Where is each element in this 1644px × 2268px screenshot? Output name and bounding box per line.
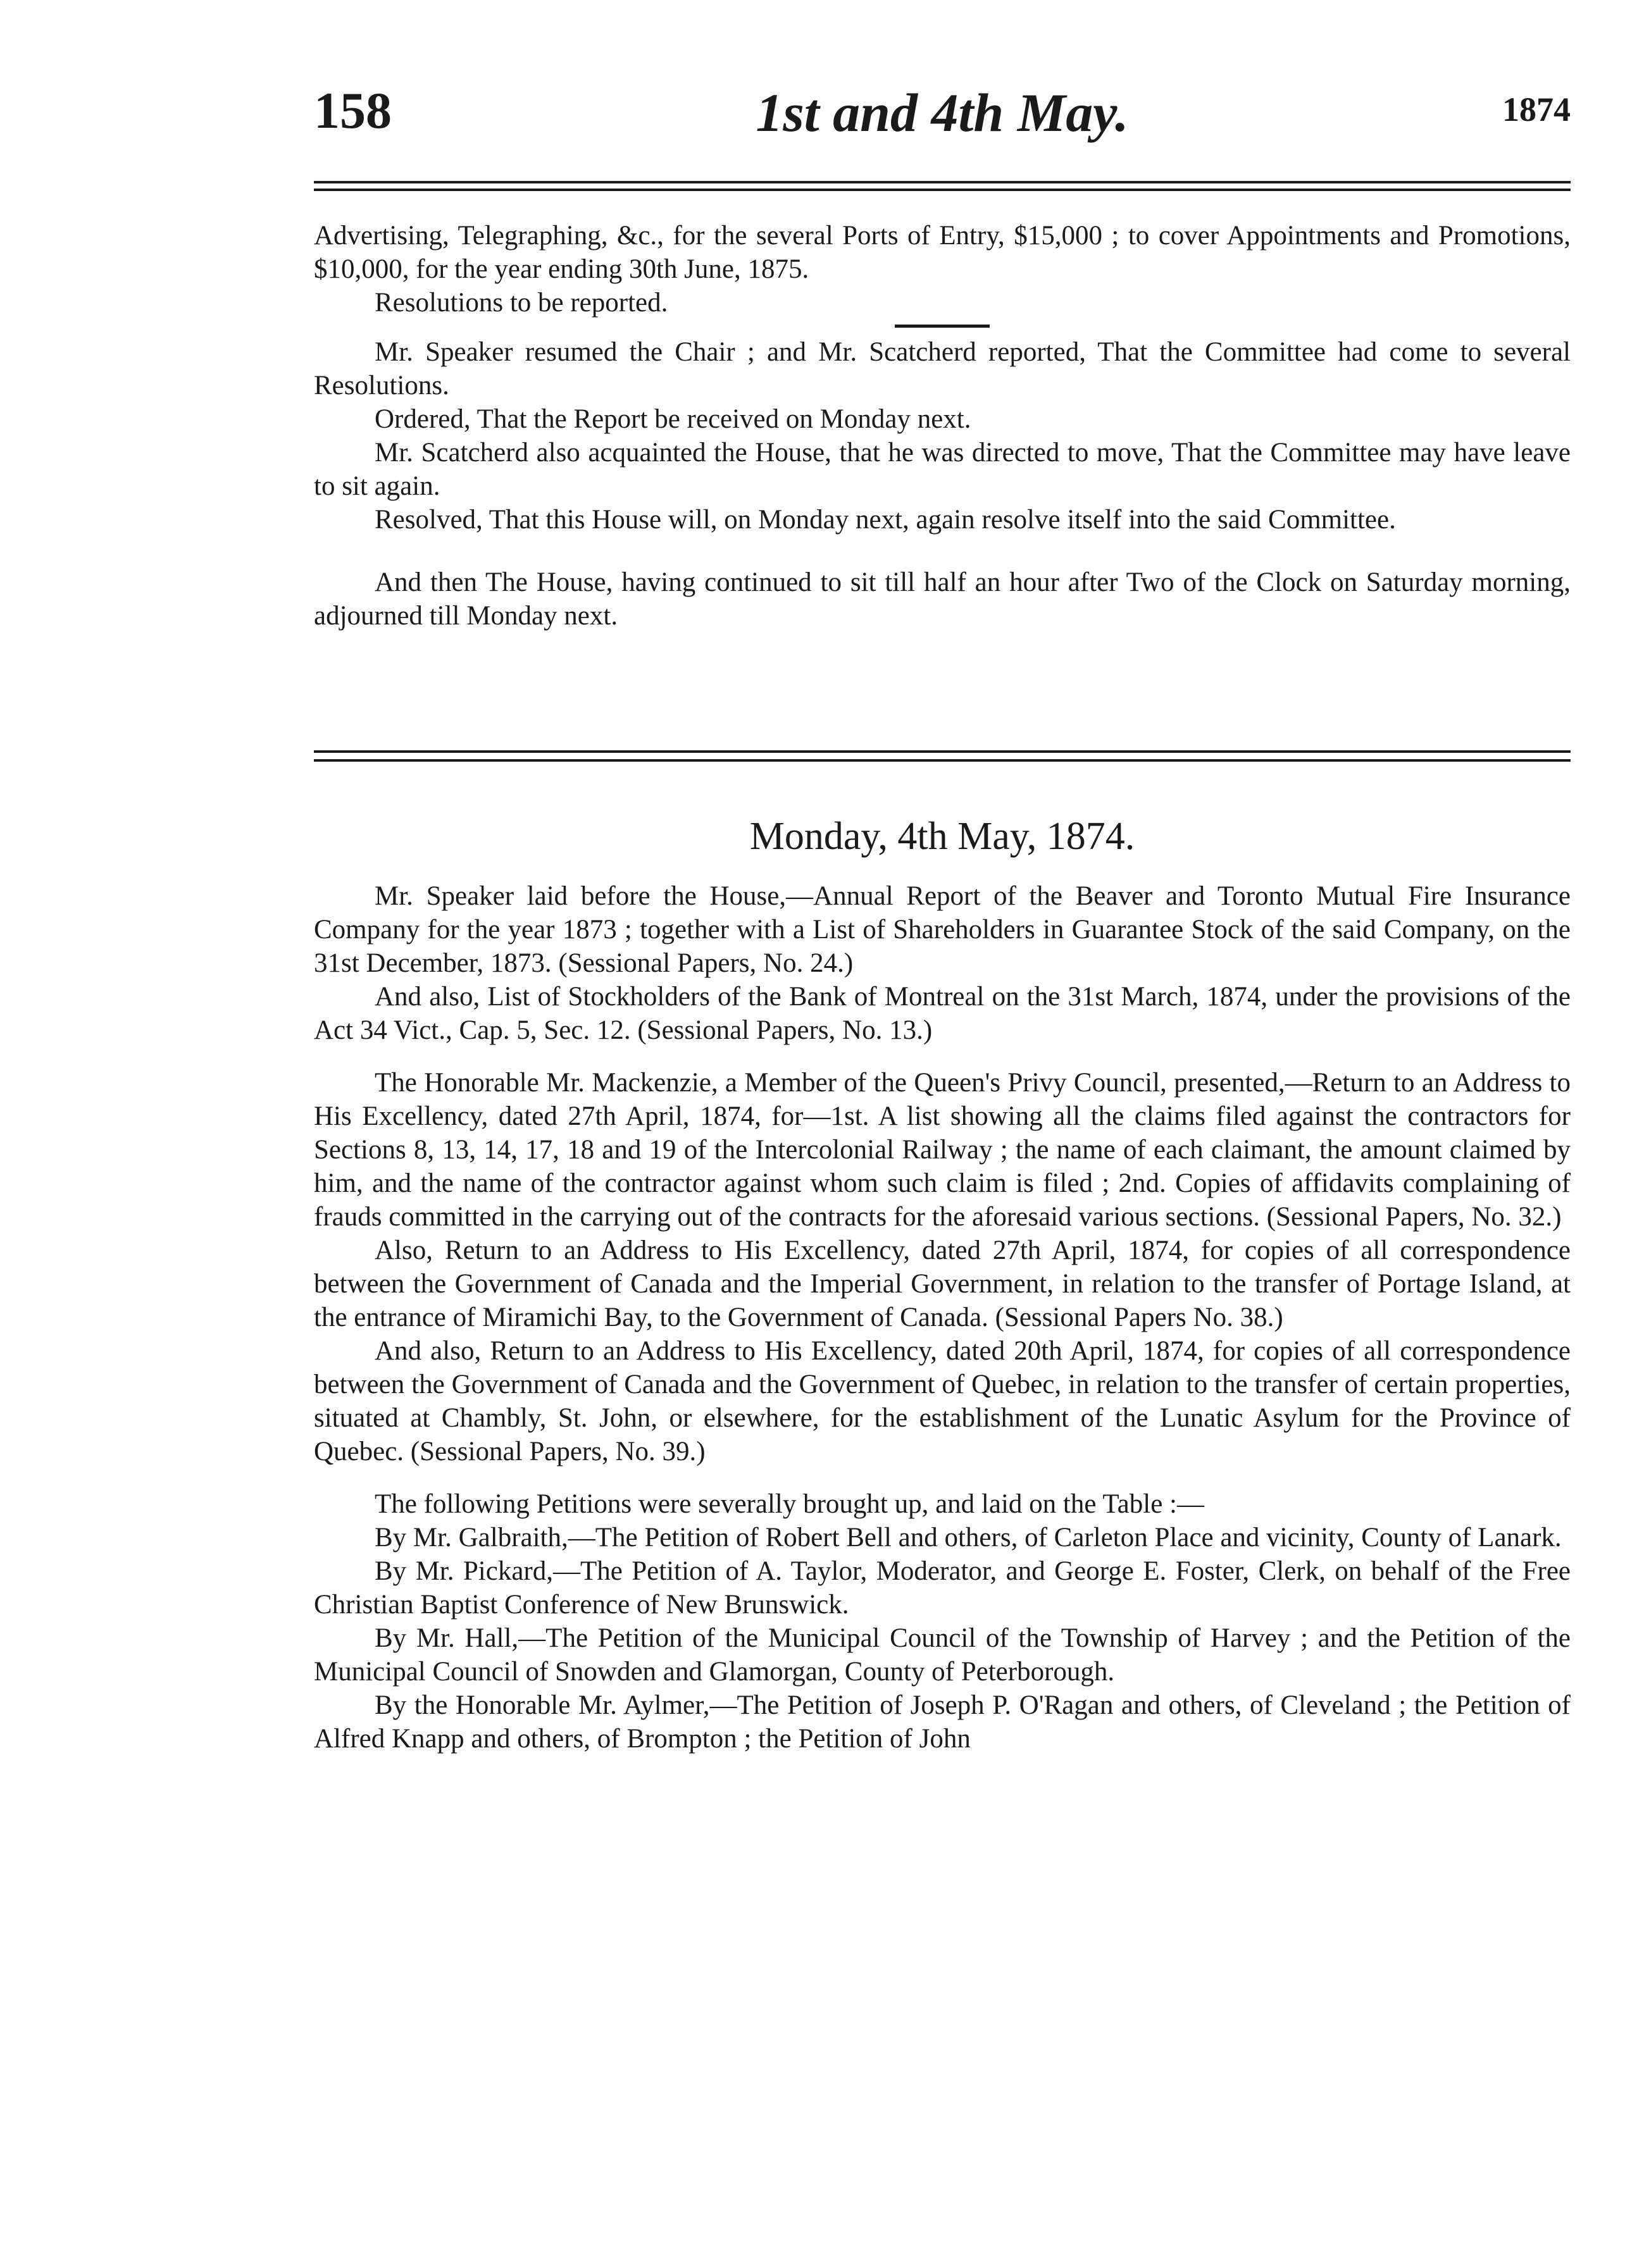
section-rule-bottom [314, 759, 1571, 762]
paragraph: By Mr. Hall,—The Petition of the Municipal Council of the Township of Harvey ; and the Petition of the Municipal Council of Snowden and Glamorgan, County of Peterborough. [314, 1623, 1571, 1687]
short-divider [895, 325, 990, 328]
paragraph: And then The House, having continued to sit till half an hour after Two of the Clock on Saturday morning, adjourned till Monday next. [314, 567, 1571, 631]
paragraph: Advertising, Telegraphing, &c., for the several Ports of Entry, $15,000 ; to cover Appointments and Promotions, $10,000, for the year ending 30th June, 1875. [314, 221, 1571, 284]
section-rule-top [314, 750, 1571, 753]
section-2-proceedings [314, 811, 1571, 1756]
date-heading: Monday, 4th May, 1874. [749, 815, 1135, 858]
paragraph: Resolutions to be reported. [375, 288, 668, 318]
paragraph: Ordered, That the Report be received on Monday next. [375, 404, 971, 434]
section-1-proceedings [314, 219, 1571, 633]
page-header [314, 81, 1571, 151]
paragraph: Also, Return to an Address to His Excellency, dated 27th April, 1874, for copies of all correspondence between the Government of Canada and the Imperial Government, in relation to the transfer of Portage Island, at the entrance of Miramichi Bay, to the Government of Canada. (Sessional Papers No. 38.) [314, 1236, 1571, 1332]
paragraph: By the Honorable Mr. Aylmer,—The Petition of Joseph P. O'Ragan and others, of Cleveland ; the Petition of Alfred Knapp and others, of Brompton ; the Petition of John [314, 1690, 1571, 1754]
paragraph: The Honorable Mr. Mackenzie, a Member of the Queen's Privy Council, presented,—Return to an Address to His Excellency, dated 27th April, 1874, for—1st. A list showing all the claims filed against the contractors for Sections 8, 13, 14, 17, 18 and 19 of the Intercolonial Railway ; the name of each claimant, the amount claimed by him, and the name of the contractor against whom such claim is filed ; 2nd. Copies of affidavits complaining of frauds committed in the carrying out of the contracts for the aforesaid various sections. (Sessional Papers, No. 32.) [314, 1068, 1571, 1232]
paragraph: Resolved, That this House will, on Monday next, again resolve itself into the said Committee. [375, 505, 1396, 535]
header-rule-top [314, 181, 1571, 183]
running-title: 1st and 4th May. [756, 82, 1129, 143]
paragraph: By Mr. Galbraith,—The Petition of Robert Bell and others, of Carleton Place and vicinity, County of Lanark. [375, 1523, 1562, 1552]
page-number: 158 [314, 82, 392, 139]
paragraph: The following Petitions were severally brought up, and laid on the Table :— [375, 1489, 1204, 1519]
paragraph: Mr. Speaker resumed the Chair ; and Mr. Scatcherd reported, That the Committee had come to several Resolutions. [314, 337, 1571, 400]
header-rule-bottom [314, 189, 1571, 191]
paragraph: And also, Return to an Address to His Excellency, dated 20th April, 1874, for copies of all correspondence between the Government of Canada and the Government of Quebec, in relation to the transfer of certain properties, situated at Chambly, St. John, or elsewhere, for the establishment of the Lunatic Asylum for the Province of Quebec. (Sessional Papers, No. 39.) [314, 1336, 1571, 1466]
header-year: 1874 [1502, 90, 1571, 128]
paragraph: Mr. Speaker laid before the House,—Annual Report of the Beaver and Toronto Mutual Fire Insurance Company for the year 1873 ; together with a List of Shareholders in Guarantee Stock of the said Company, on the 31st December, 1873. (Sessional Papers, No. 24.) [314, 881, 1571, 978]
paragraph: By Mr. Pickard,—The Petition of A. Taylor, Moderator, and George E. Foster, Clerk, on behalf of the Free Christian Baptist Conference of New Brunswick. [314, 1556, 1571, 1620]
paragraph: Mr. Scatcherd also acquainted the House, that he was directed to move, That the Committee may have leave to sit again. [314, 438, 1571, 501]
paragraph: And also, List of Stockholders of the Bank of Montreal on the 31st March, 1874, under the provisions of the Act 34 Vict., Cap. 5, Sec. 12. (Sessional Papers, No. 13.) [314, 982, 1571, 1045]
